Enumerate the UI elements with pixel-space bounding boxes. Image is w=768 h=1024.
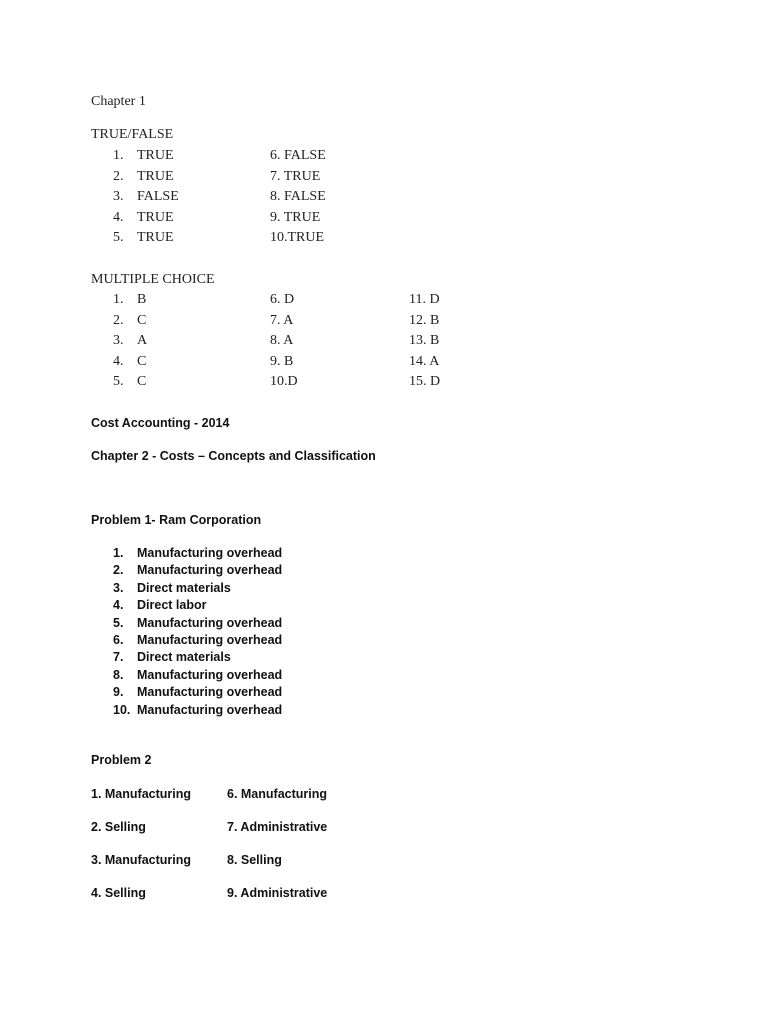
answer-number: 3. — [113, 333, 124, 348]
answer-number: 5. — [113, 230, 124, 245]
answer-number: 2. — [113, 168, 124, 184]
answer-item: 7. TRUE — [270, 168, 321, 184]
list-item: Manufacturing overhead — [137, 615, 283, 630]
list-number: 8. — [113, 667, 124, 682]
list-item: Manufacturing overhead — [137, 685, 283, 700]
answer-value: C — [137, 353, 147, 369]
chapter-title: Chapter 1 — [91, 94, 146, 109]
answer-number: 5. — [113, 374, 124, 389]
answer-value: TRUE — [137, 230, 174, 245]
true-false-heading: TRUE/FALSE — [91, 127, 174, 142]
problem-2-heading: Problem 2 — [91, 753, 152, 767]
answer-value: TRUE — [137, 209, 174, 225]
list-number: 2. — [113, 563, 124, 578]
list-number: 6. — [113, 633, 124, 647]
answer-item: 2. Selling — [91, 820, 146, 834]
answer-number: 4. — [113, 209, 124, 225]
answer-item: 8. A — [270, 333, 294, 348]
answer-item: 10.D — [270, 374, 298, 389]
list-number: 9. — [113, 685, 124, 700]
answer-item: 4. Selling — [91, 886, 146, 900]
answer-item: 9. Administrative — [227, 886, 328, 900]
answer-number: 1. — [113, 148, 124, 163]
list-item: Manufacturing overhead — [137, 702, 283, 717]
answer-value: TRUE — [137, 148, 174, 163]
list-number: 5. — [113, 615, 124, 630]
list-number: 7. — [113, 650, 124, 665]
answer-number: 4. — [113, 353, 124, 369]
answer-item: 6. D — [270, 292, 295, 307]
answer-item: 7. Administrative — [227, 820, 328, 834]
multiple-choice-heading: MULTIPLE CHOICE — [91, 272, 215, 287]
answer-item: 11. D — [409, 292, 440, 307]
answer-item: 15. D — [409, 374, 441, 389]
list-item: Manufacturing overhead — [137, 633, 283, 647]
answer-item: 3. Manufacturing — [91, 853, 192, 867]
answer-item: 9. TRUE — [270, 209, 321, 225]
list-item: Direct labor — [137, 598, 207, 613]
answer-item: 14. A — [409, 353, 440, 369]
answer-value: A — [137, 333, 148, 348]
answer-item: 9. B — [270, 353, 294, 369]
answer-value: FALSE — [137, 189, 179, 204]
answer-item: 12. B — [409, 312, 440, 328]
answer-value: TRUE — [137, 168, 174, 184]
problem-1-heading: Problem 1- Ram Corporation — [91, 513, 262, 527]
list-item: Direct materials — [137, 650, 231, 665]
list-number: 4. — [113, 598, 124, 613]
answer-item: 10.TRUE — [270, 230, 325, 245]
answer-number: 3. — [113, 189, 124, 204]
list-item: Manufacturing overhead — [137, 563, 283, 578]
answer-item: 8. Selling — [227, 853, 282, 867]
answer-value: C — [137, 312, 147, 328]
answer-number: 1. — [113, 292, 124, 307]
list-item: Direct materials — [137, 580, 231, 595]
list-number: 3. — [113, 580, 124, 595]
course-title: Cost Accounting - 2014 — [91, 416, 230, 430]
list-number: 1. — [113, 546, 124, 560]
list-item: Manufacturing overhead — [137, 667, 283, 682]
answer-item: 7. A — [270, 312, 294, 328]
answer-item: 1. Manufacturing — [91, 787, 192, 801]
answer-item: 6. FALSE — [270, 148, 326, 163]
answer-item: 6. Manufacturing — [227, 787, 328, 801]
answer-item: 13. B — [409, 333, 440, 348]
chapter-2-title: Chapter 2 - Costs – Concepts and Classification — [91, 449, 376, 463]
list-number: 10. — [113, 702, 131, 717]
list-item: Manufacturing overhead — [137, 546, 283, 560]
answer-number: 2. — [113, 312, 124, 328]
answer-value: B — [137, 292, 147, 307]
answer-item: 8. FALSE — [270, 189, 326, 204]
answer-value: C — [137, 374, 147, 389]
